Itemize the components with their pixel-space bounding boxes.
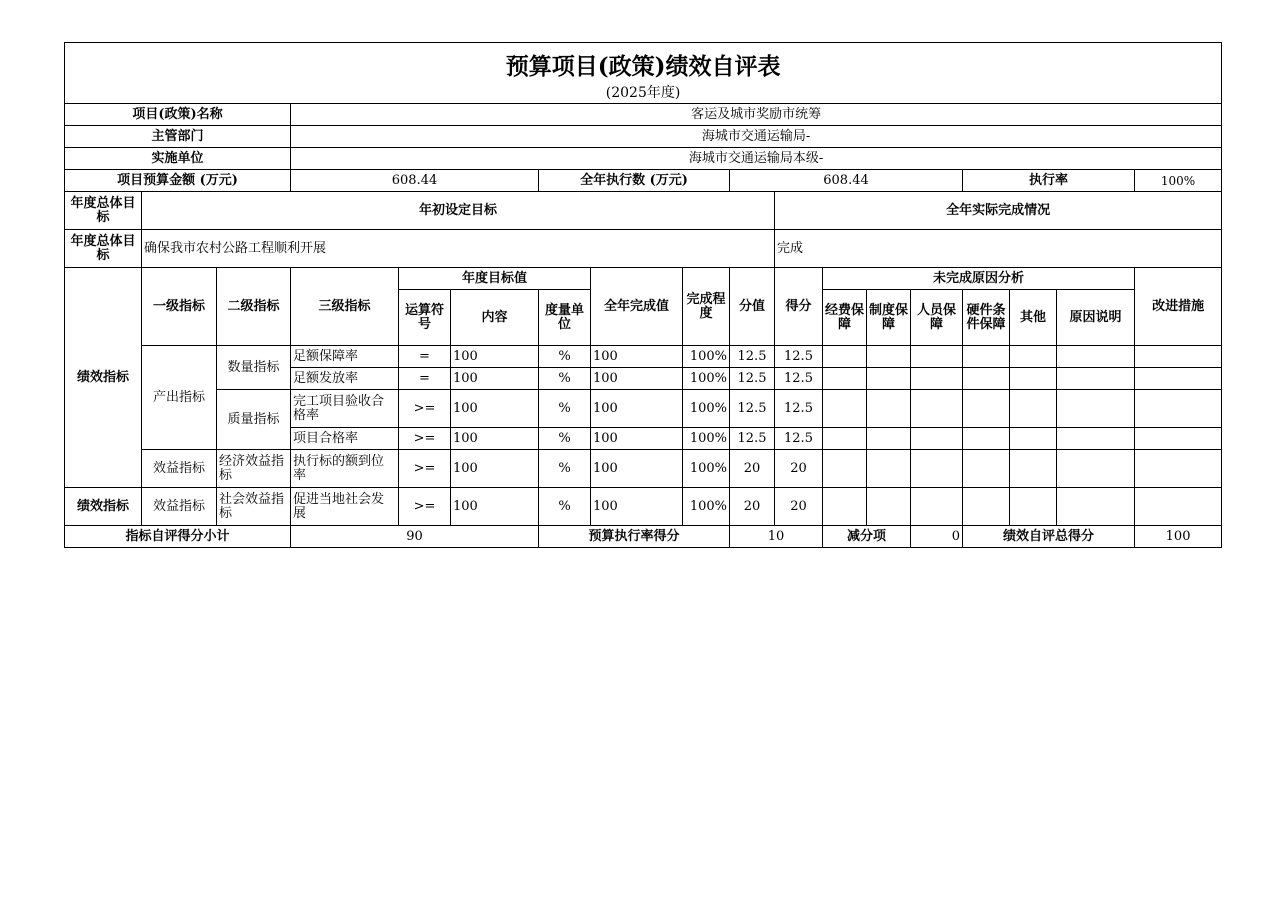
empty-cell	[963, 488, 1010, 526]
perf-indicator-label-2: 绩效指标	[65, 488, 142, 526]
actual-completion-text: 完成	[775, 230, 1222, 268]
budget-score-value: 10	[730, 526, 823, 548]
indicator-unit: %	[539, 450, 591, 488]
empty-cell	[867, 450, 911, 488]
empty-cell	[1010, 488, 1057, 526]
indicator-unit: %	[539, 390, 591, 428]
indicator-operator: =	[399, 346, 451, 368]
self-evaluation-sheet	[64, 42, 1221, 548]
implementer-value: 海城市交通运输局本级-	[291, 148, 1222, 170]
execution-rate-label: 执行率	[963, 170, 1135, 192]
annual-target-header: 年度目标值	[399, 268, 591, 290]
indicator-score: 12.5	[775, 428, 823, 450]
system-header: 制度保障	[867, 290, 911, 346]
indicator-actual: 100	[591, 390, 683, 428]
indicator-row	[65, 390, 1222, 428]
empty-cell	[1135, 428, 1222, 450]
empty-cell	[911, 488, 963, 526]
project-name-value: 客运及城市奖励市统筹	[291, 104, 1222, 126]
project-name-label: 项目(政策)名称	[65, 104, 291, 126]
indicator-score: 12.5	[775, 390, 823, 428]
indicator-row	[65, 488, 1222, 526]
indicator-value: 12.5	[730, 368, 775, 390]
indicator-unit: %	[539, 368, 591, 390]
empty-cell	[1135, 450, 1222, 488]
indicator-row	[65, 346, 1222, 368]
social-group: 社会效益指标	[217, 488, 291, 526]
annual-goal-label-2: 年度总体目标	[65, 230, 142, 268]
indicator-operator: >=	[399, 450, 451, 488]
indicator-content: 100	[451, 346, 539, 368]
output-group: 产出指标	[142, 346, 217, 450]
empty-cell	[911, 450, 963, 488]
indicator-unit: %	[539, 428, 591, 450]
title-cell	[65, 43, 1222, 104]
reason-header: 原因说明	[1057, 290, 1135, 346]
actual-completion-header: 全年实际完成情况	[775, 192, 1222, 230]
empty-cell	[963, 346, 1010, 368]
empty-cell	[1135, 368, 1222, 390]
initial-goal-header: 年初设定目标	[142, 192, 775, 230]
empty-cell	[823, 346, 867, 368]
empty-cell	[1010, 450, 1057, 488]
indicator-value: 20	[730, 488, 775, 526]
benefit-group: 效益指标	[142, 450, 217, 488]
indicator-degree: 100%	[683, 368, 730, 390]
empty-cell	[1135, 390, 1222, 428]
empty-cell	[911, 428, 963, 450]
indicator-score: 20	[775, 488, 823, 526]
hardware-header: 硬件条件保障	[963, 290, 1010, 346]
empty-cell	[867, 488, 911, 526]
empty-cell	[1010, 390, 1057, 428]
empty-cell	[1057, 450, 1135, 488]
economic-group: 经济效益指标	[217, 450, 291, 488]
personnel-header: 人员保障	[911, 290, 963, 346]
empty-cell	[1057, 428, 1135, 450]
unfinished-analysis-header: 未完成原因分析	[823, 268, 1135, 290]
empty-cell	[963, 368, 1010, 390]
empty-cell	[823, 450, 867, 488]
indicator-degree: 100%	[683, 428, 730, 450]
empty-cell	[1010, 428, 1057, 450]
subtotal-value: 90	[291, 526, 539, 548]
empty-cell	[963, 428, 1010, 450]
initial-goal-text: 确保我市农村公路工程顺利开展	[142, 230, 775, 268]
score-value-header: 分值	[730, 268, 775, 346]
totals-row	[65, 526, 1222, 548]
quantity-group: 数量指标	[217, 346, 291, 390]
empty-cell	[1135, 488, 1222, 526]
indicator-name: 足额发放率	[291, 368, 399, 390]
total-score-label: 绩效自评总得分	[963, 526, 1135, 548]
indicator-actual: 100	[591, 488, 683, 526]
funding-header: 经费保障	[823, 290, 867, 346]
budget-amount-label: 项目预算金额 (万元)	[65, 170, 291, 192]
empty-cell	[1057, 488, 1135, 526]
annual-execution-value: 608.44	[730, 170, 963, 192]
deduction-label: 减分项	[823, 526, 911, 548]
quality-group: 质量指标	[217, 390, 291, 450]
empty-cell	[1057, 390, 1135, 428]
indicator-operator: >=	[399, 390, 451, 428]
indicator-operator: >=	[399, 488, 451, 526]
fiscal-year: (2025年度)	[605, 85, 681, 101]
level2-header: 二级指标	[217, 268, 291, 346]
indicator-unit: %	[539, 488, 591, 526]
indicator-score: 20	[775, 450, 823, 488]
empty-cell	[911, 346, 963, 368]
full-year-value-header: 全年完成值	[591, 268, 683, 346]
other-header: 其他	[1010, 290, 1057, 346]
deduction-value: 0	[911, 526, 963, 548]
indicator-value: 12.5	[730, 346, 775, 368]
indicator-degree: 100%	[683, 450, 730, 488]
operator-header: 运算符号	[399, 290, 451, 346]
annual-execution-label: 全年执行数 (万元)	[539, 170, 730, 192]
indicator-value: 12.5	[730, 428, 775, 450]
empty-cell	[911, 368, 963, 390]
indicator-name: 促进当地社会发展	[291, 488, 399, 526]
empty-cell	[1010, 346, 1057, 368]
implementer-label: 实施单位	[65, 148, 291, 170]
empty-cell	[867, 428, 911, 450]
empty-cell	[1057, 368, 1135, 390]
indicator-degree: 100%	[683, 488, 730, 526]
empty-cell	[1135, 346, 1222, 368]
empty-cell	[823, 368, 867, 390]
indicator-degree: 100%	[683, 390, 730, 428]
total-score-value: 100	[1135, 526, 1222, 548]
level3-header: 三级指标	[291, 268, 399, 346]
indicator-value: 20	[730, 450, 775, 488]
indicator-content: 100	[451, 488, 539, 526]
empty-cell	[867, 390, 911, 428]
empty-cell	[1010, 368, 1057, 390]
perf-indicator-label: 绩效指标	[65, 268, 142, 488]
empty-cell	[867, 368, 911, 390]
unit-header: 度量单位	[539, 290, 591, 346]
empty-cell	[867, 346, 911, 368]
content-header: 内容	[451, 290, 539, 346]
empty-cell	[911, 390, 963, 428]
empty-cell	[963, 450, 1010, 488]
indicator-score: 12.5	[775, 346, 823, 368]
execution-rate-value: 100%	[1135, 170, 1222, 192]
indicator-name: 完工项目验收合格率	[291, 390, 399, 428]
page-title: 预算项目(政策)绩效自评表	[505, 53, 781, 80]
annual-goal-label: 年度总体目标	[65, 192, 142, 230]
indicator-operator: >=	[399, 428, 451, 450]
indicator-actual: 100	[591, 346, 683, 368]
evaluation-table	[64, 42, 1222, 548]
subtotal-label: 指标自评得分小计	[65, 526, 291, 548]
empty-cell	[1057, 346, 1135, 368]
indicator-content: 100	[451, 390, 539, 428]
indicator-unit: %	[539, 346, 591, 368]
indicator-actual: 100	[591, 428, 683, 450]
budget-score-label: 预算执行率得分	[539, 526, 730, 548]
indicator-content: 100	[451, 450, 539, 488]
department-label: 主管部门	[65, 126, 291, 148]
benefit-group-2: 效益指标	[142, 488, 217, 526]
score-header: 得分	[775, 268, 823, 346]
empty-cell	[963, 390, 1010, 428]
indicator-degree: 100%	[683, 346, 730, 368]
indicator-operator: =	[399, 368, 451, 390]
empty-cell	[823, 428, 867, 450]
indicator-score: 12.5	[775, 368, 823, 390]
indicator-actual: 100	[591, 450, 683, 488]
level1-header: 一级指标	[142, 268, 217, 346]
indicator-name: 执行标的额到位率	[291, 450, 399, 488]
department-value: 海城市交通运输局-	[291, 126, 1222, 148]
indicator-row	[65, 450, 1222, 488]
empty-cell	[823, 390, 867, 428]
indicator-name: 项目合格率	[291, 428, 399, 450]
indicator-value: 12.5	[730, 390, 775, 428]
indicator-content: 100	[451, 368, 539, 390]
empty-cell	[823, 488, 867, 526]
indicator-name: 足额保障率	[291, 346, 399, 368]
indicator-content: 100	[451, 428, 539, 450]
measures-header: 改进措施	[1135, 268, 1222, 346]
completion-degree-header: 完成程度	[683, 268, 730, 346]
indicator-actual: 100	[591, 368, 683, 390]
budget-amount-value: 608.44	[291, 170, 539, 192]
